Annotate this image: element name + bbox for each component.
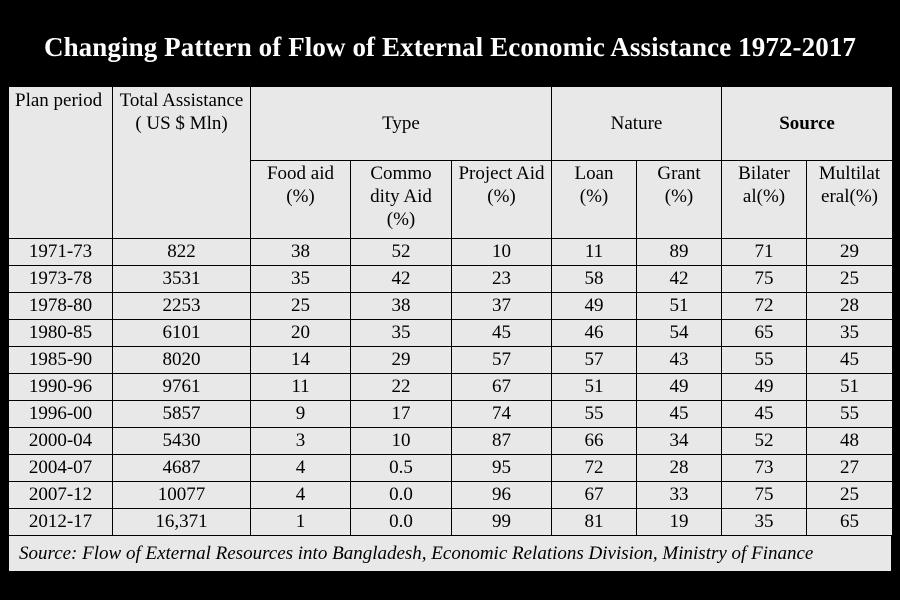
cell-loan: 49 (552, 293, 637, 320)
cell-food: 4 (251, 482, 351, 509)
cell-loan: 55 (552, 401, 637, 428)
cell-grant: 43 (637, 347, 722, 374)
source-bar (8, 536, 892, 572)
cell-total: 4687 (113, 455, 251, 482)
cell-multilateral: 48 (807, 428, 893, 455)
cell-grant: 54 (637, 320, 722, 347)
cell-bilateral: 71 (722, 239, 807, 266)
cell-period: 2012-17 (9, 509, 113, 536)
cell-multilateral: 29 (807, 239, 893, 266)
cell-grant: 49 (637, 374, 722, 401)
header-total-assistance: Total Assistance ( US $ Mln) (113, 87, 251, 239)
header-project-aid: Project Aid (%) (452, 161, 552, 239)
cell-commodity: 0.5 (351, 455, 452, 482)
cell-total: 9761 (113, 374, 251, 401)
cell-bilateral: 72 (722, 293, 807, 320)
table-row (9, 401, 893, 428)
table-body (9, 239, 893, 536)
cell-multilateral: 65 (807, 509, 893, 536)
cell-period: 1990-96 (9, 374, 113, 401)
cell-bilateral: 49 (722, 374, 807, 401)
cell-project: 10 (452, 239, 552, 266)
cell-total: 10077 (113, 482, 251, 509)
cell-food: 3 (251, 428, 351, 455)
cell-period: 1980-85 (9, 320, 113, 347)
cell-loan: 57 (552, 347, 637, 374)
header-multilateral: Multilat eral(%) (807, 161, 893, 239)
cell-commodity: 0.0 (351, 509, 452, 536)
cell-multilateral: 28 (807, 293, 893, 320)
cell-bilateral: 55 (722, 347, 807, 374)
cell-commodity: 42 (351, 266, 452, 293)
cell-period: 2000-04 (9, 428, 113, 455)
cell-total: 8020 (113, 347, 251, 374)
cell-grant: 51 (637, 293, 722, 320)
table-row (9, 239, 893, 266)
cell-loan: 67 (552, 482, 637, 509)
header-group-source: Source (722, 87, 893, 161)
header-grant: Grant (%) (637, 161, 722, 239)
cell-project: 45 (452, 320, 552, 347)
cell-multilateral: 45 (807, 347, 893, 374)
table-row (9, 320, 893, 347)
cell-commodity: 29 (351, 347, 452, 374)
cell-grant: 89 (637, 239, 722, 266)
cell-bilateral: 75 (722, 482, 807, 509)
cell-project: 87 (452, 428, 552, 455)
cell-food: 20 (251, 320, 351, 347)
cell-project: 37 (452, 293, 552, 320)
cell-food: 11 (251, 374, 351, 401)
cell-grant: 19 (637, 509, 722, 536)
cell-food: 9 (251, 401, 351, 428)
cell-multilateral: 27 (807, 455, 893, 482)
table-row (9, 428, 893, 455)
cell-food: 25 (251, 293, 351, 320)
cell-commodity: 10 (351, 428, 452, 455)
cell-bilateral: 35 (722, 509, 807, 536)
cell-multilateral: 25 (807, 266, 893, 293)
page-title: Changing Pattern of Flow of External Economic Assistance 1972-2017 (43, 31, 857, 62)
cell-period: 2004-07 (9, 455, 113, 482)
table-row (9, 482, 893, 509)
cell-grant: 42 (637, 266, 722, 293)
cell-commodity: 22 (351, 374, 452, 401)
cell-loan: 66 (552, 428, 637, 455)
cell-commodity: 0.0 (351, 482, 452, 509)
cell-project: 67 (452, 374, 552, 401)
header-group-type: Type (251, 87, 552, 161)
cell-total: 5430 (113, 428, 251, 455)
cell-food: 35 (251, 266, 351, 293)
source-note: Source: Flow of External Resources into Bangladesh, Economic Relations Division, Ministry of Finance (19, 542, 814, 564)
cell-total: 3531 (113, 266, 251, 293)
cell-loan: 72 (552, 455, 637, 482)
cell-multilateral: 51 (807, 374, 893, 401)
title-bar (8, 8, 892, 86)
cell-period: 1973-78 (9, 266, 113, 293)
cell-period: 2007-12 (9, 482, 113, 509)
cell-commodity: 35 (351, 320, 452, 347)
cell-grant: 28 (637, 455, 722, 482)
header-commodity-aid: Commo dity Aid (%) (351, 161, 452, 239)
cell-grant: 33 (637, 482, 722, 509)
cell-period: 1971-73 (9, 239, 113, 266)
cell-multilateral: 35 (807, 320, 893, 347)
cell-period: 1978-80 (9, 293, 113, 320)
cell-total: 5857 (113, 401, 251, 428)
cell-bilateral: 45 (722, 401, 807, 428)
table-row (9, 509, 893, 536)
cell-project: 95 (452, 455, 552, 482)
cell-bilateral: 75 (722, 266, 807, 293)
cell-project: 74 (452, 401, 552, 428)
header-bilateral: Bilater al(%) (722, 161, 807, 239)
table-header (9, 87, 893, 239)
cell-bilateral: 65 (722, 320, 807, 347)
header-loan: Loan (%) (552, 161, 637, 239)
cell-total: 2253 (113, 293, 251, 320)
cell-project: 23 (452, 266, 552, 293)
cell-loan: 81 (552, 509, 637, 536)
table-row (9, 374, 893, 401)
cell-loan: 58 (552, 266, 637, 293)
cell-commodity: 38 (351, 293, 452, 320)
cell-loan: 11 (552, 239, 637, 266)
table-row (9, 293, 893, 320)
cell-multilateral: 25 (807, 482, 893, 509)
cell-project: 99 (452, 509, 552, 536)
cell-project: 57 (452, 347, 552, 374)
cell-period: 1985-90 (9, 347, 113, 374)
cell-food: 14 (251, 347, 351, 374)
cell-food: 38 (251, 239, 351, 266)
header-group-nature: Nature (552, 87, 722, 161)
cell-bilateral: 73 (722, 455, 807, 482)
header-food-aid: Food aid (%) (251, 161, 351, 239)
cell-loan: 46 (552, 320, 637, 347)
cell-total: 16,371 (113, 509, 251, 536)
cell-total: 822 (113, 239, 251, 266)
header-plan-period: Plan period (9, 87, 113, 239)
cell-bilateral: 52 (722, 428, 807, 455)
assistance-table (8, 86, 893, 536)
cell-grant: 34 (637, 428, 722, 455)
cell-grant: 45 (637, 401, 722, 428)
cell-period: 1996-00 (9, 401, 113, 428)
cell-multilateral: 55 (807, 401, 893, 428)
table-row (9, 347, 893, 374)
table-row (9, 266, 893, 293)
table-group-header-row (9, 87, 893, 161)
cell-total: 6101 (113, 320, 251, 347)
cell-project: 96 (452, 482, 552, 509)
cell-food: 1 (251, 509, 351, 536)
cell-loan: 51 (552, 374, 637, 401)
cell-commodity: 52 (351, 239, 452, 266)
cell-commodity: 17 (351, 401, 452, 428)
cell-food: 4 (251, 455, 351, 482)
table-row (9, 455, 893, 482)
